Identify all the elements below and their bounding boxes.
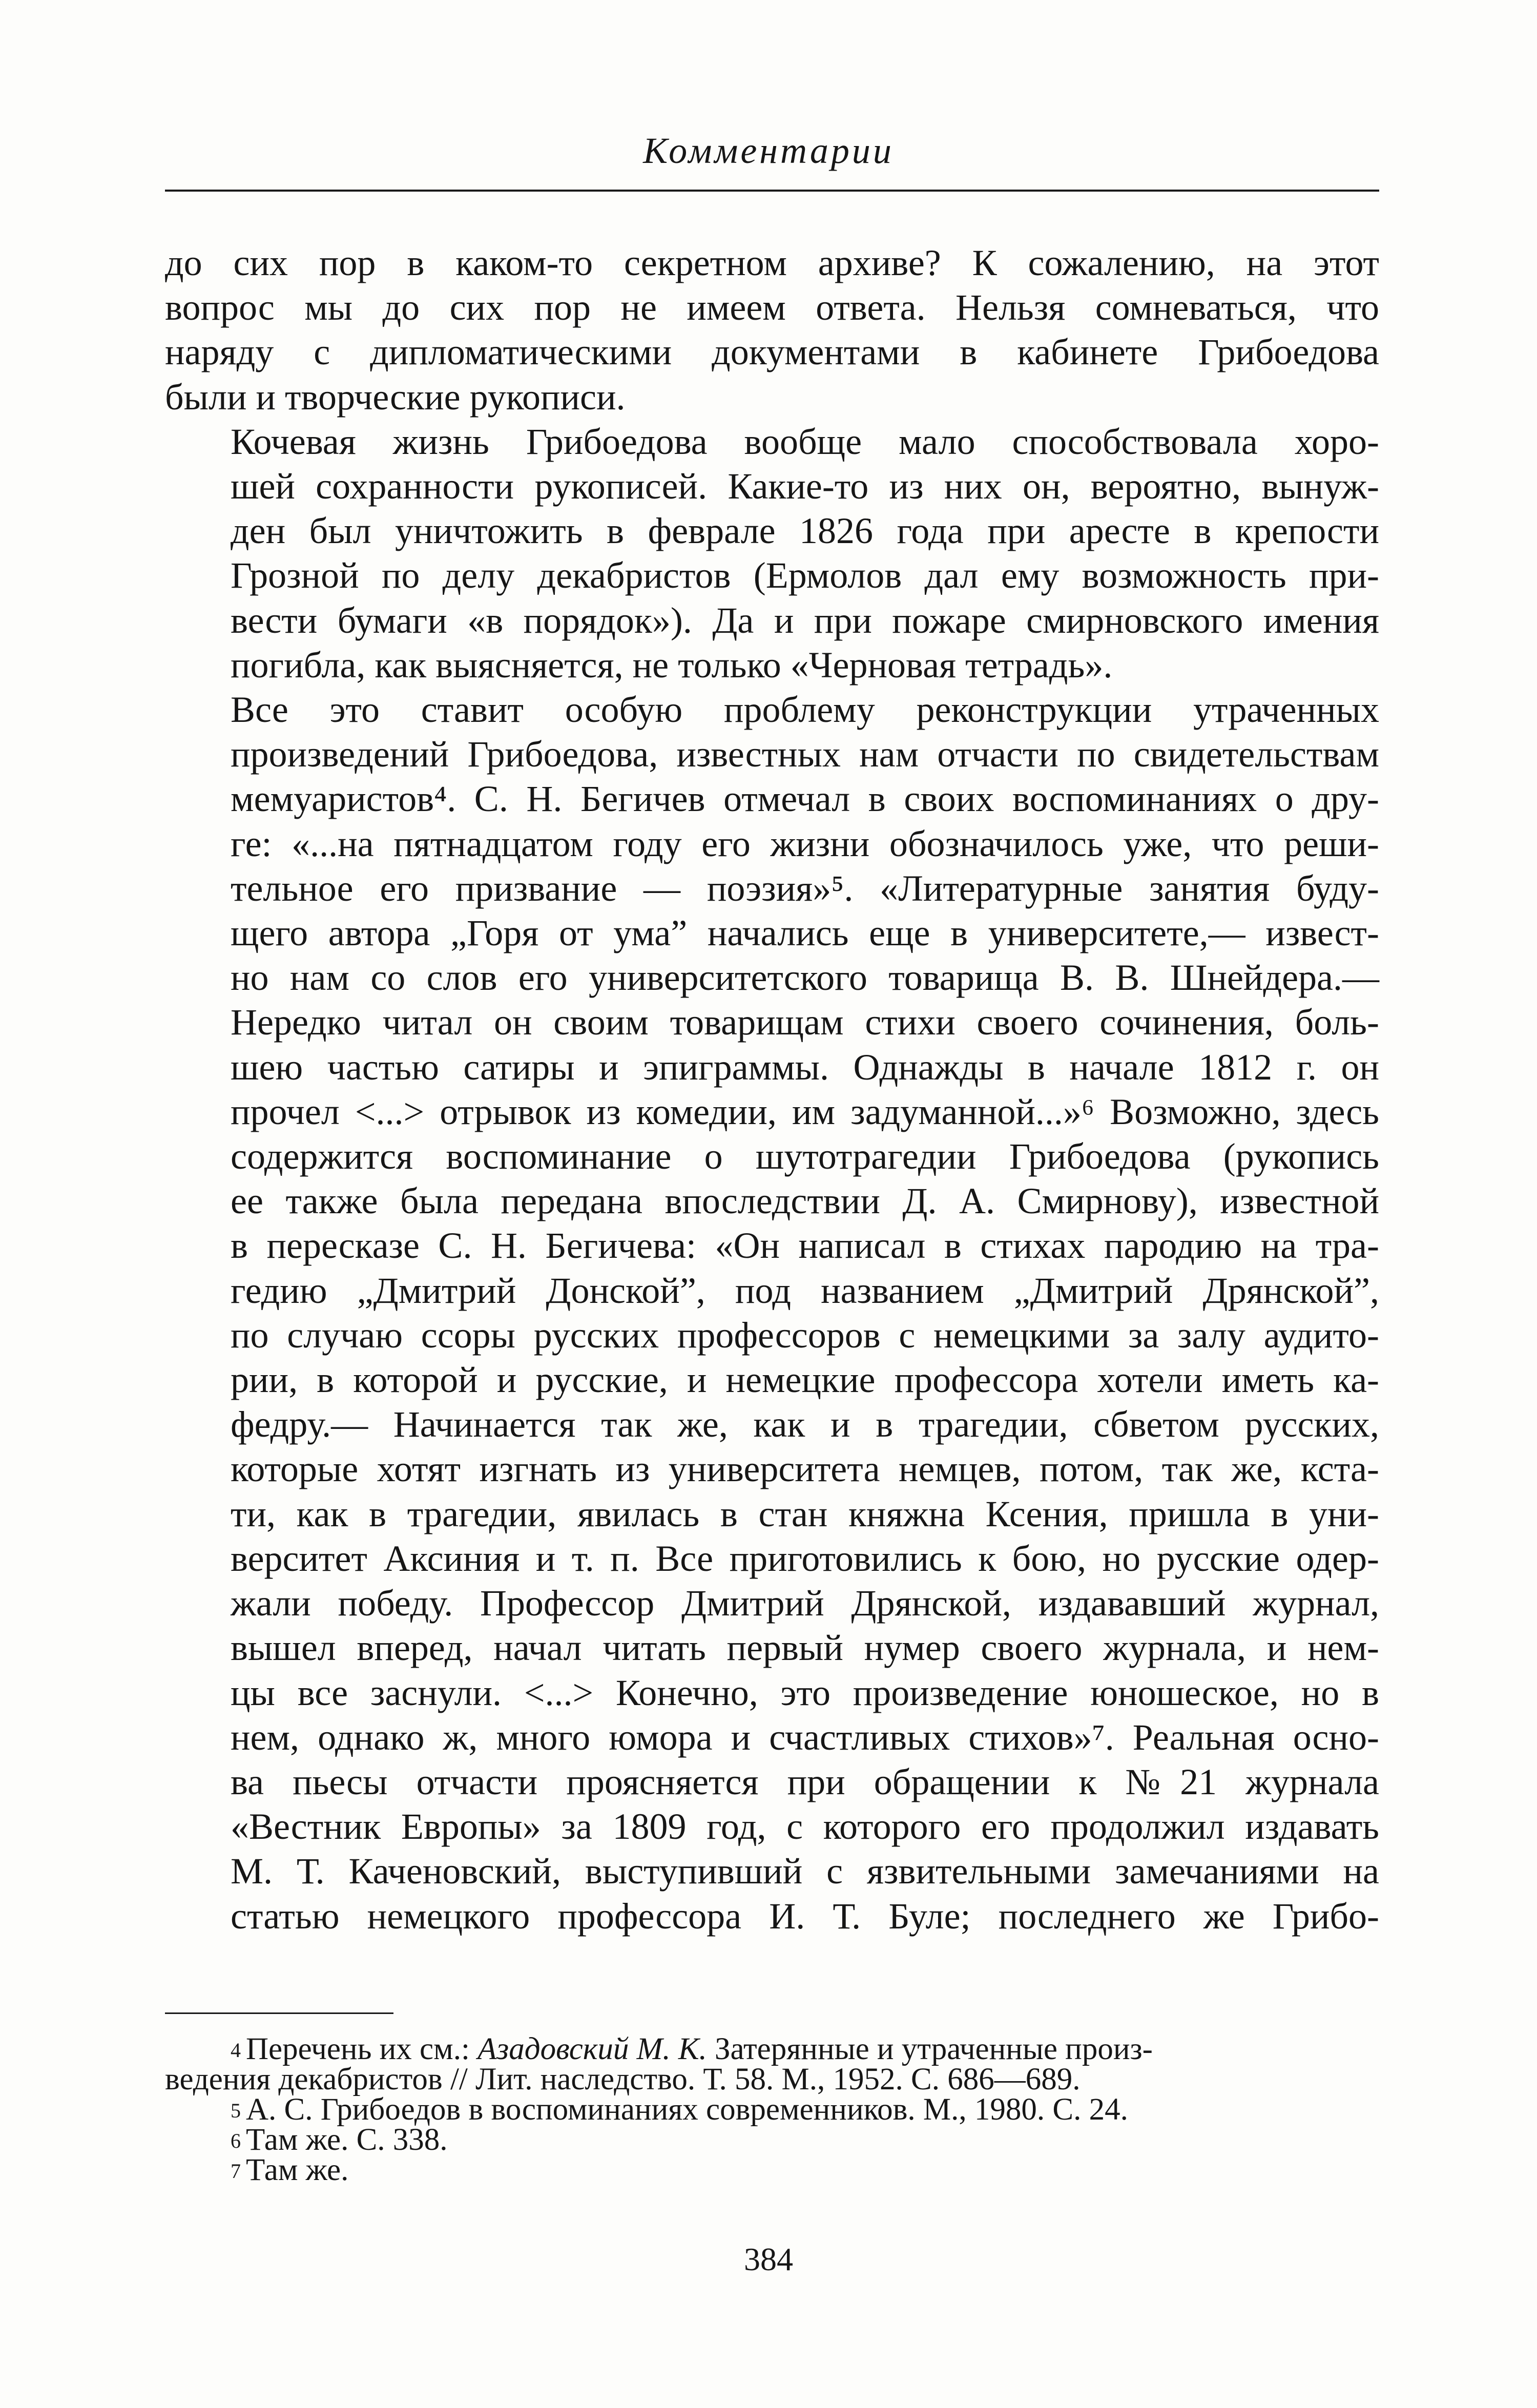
text-line: ден был уничтожить в феврале 1826 года при аресте в крепости [231, 510, 1379, 552]
footnote-6 [165, 2125, 1379, 2155]
text-line: цы все заснули. <...> Конечно, это произведение юношеское, но в [231, 1672, 1379, 1713]
footnote-author: Азадовский М. К. [477, 2032, 707, 2066]
header-rule [165, 190, 1379, 192]
text-line: Все это ставит особую проблему реконструкции утраченных [231, 689, 1379, 731]
text-line: щего автора „Горя от ума” начались еще в университете,— извест- [231, 912, 1379, 954]
text-line: ее также была передана впоследствии Д. А. Смирнову), известной [231, 1180, 1379, 1222]
text-line: гедию „Дмитрий Донской”, под названием „Дмитрий Дрянской”, [231, 1270, 1379, 1311]
footnote-text: Затерянные и утраченные произ- [707, 2032, 1153, 2066]
text-line: Грозной по делу декабристов (Ермолов дал ему возможность при- [231, 555, 1379, 596]
footnote-text: Перечень их см.: [246, 2032, 478, 2066]
text-line: вести бумаги «в порядок»). Да и при пожаре смирновского имения [231, 599, 1379, 641]
text-line: М. Т. Каченовский, выступивший с язвительными замечаниями на [231, 1851, 1379, 1892]
paragraph-1 [165, 241, 1379, 420]
text-line: федру.— Начинается так же, как и в трагедии, сбветом русских, [231, 1404, 1379, 1445]
page-number: 384 [744, 2241, 793, 2277]
text-line: Нередко читал он своим товарищам стихи своего сочинения, боль- [231, 1002, 1379, 1043]
text-line: в пересказе С. Н. Бегичева: «Он написал в стихах пародию на тра- [231, 1225, 1379, 1267]
paragraph-3 [165, 688, 1379, 1939]
footnote-text: Там же. С. 338. [246, 2123, 448, 2157]
text-line: тельное его призвание — поэзия»⁵. «Литературные занятия буду- [231, 867, 1379, 909]
text-line: верситет Аксиния и т. п. Все приготовились к бою, но русские одер- [231, 1538, 1379, 1579]
footnote-number: 4 [231, 2039, 241, 2062]
text-line: ва пьесы отчасти проясняется при обращении к №21 журнала [231, 1761, 1379, 1802]
text-line: которые хотят изгнать из университета немцев, потом, так же, кста- [231, 1448, 1379, 1490]
text-line: до сих пор в каком-то секретном архиве? К сожалению, на этот [165, 242, 1379, 283]
text-line: погибла, как выясняется, не только «Черновая тетрадь». [231, 644, 1113, 686]
text-line: наряду с дипломатическими документами в кабинете Грибоедова [165, 331, 1379, 373]
main-text [165, 241, 1379, 1939]
footnote-number: 6 [231, 2129, 241, 2152]
footnote-text: Там же. [246, 2153, 349, 2187]
text-line: шею частью сатиры и эпиграммы. Однажды в начале 1812 г. он [231, 1046, 1379, 1088]
footnote-text: ведения декабристов // Лит. наследство. Т. 58. М., 1952. С. 686—689. [165, 2062, 1081, 2096]
footnote-text: А. С. Грибоедов в воспоминаниях современников. М., 1980. С. 24. [246, 2092, 1128, 2127]
text-line: ге: «...на пятнадцатом году его жизни обозначилось уже, что реши- [231, 823, 1379, 864]
text-line: жали победу. Профессор Дмитрий Дрянской, издававший журнал, [231, 1583, 1379, 1624]
text-line: шей сохранности рукописей. Какие-то из них он, вероятно, вынуж- [231, 466, 1379, 507]
text-line: рии, в которой и русские, и немецкие профессора хотели иметь ка- [231, 1359, 1379, 1401]
footnote-number: 5 [231, 2099, 241, 2122]
paragraph-2 [165, 420, 1379, 688]
text-line: прочел <...> отрывок из комедии, им задуманной...»⁶ Возможно, здесь [231, 1091, 1379, 1132]
text-line: «Вестник Европы» за 1809 год, с которого его продолжил издавать [231, 1806, 1379, 1847]
text-line: вопрос мы до сих пор не имеем ответа. Нельзя сомневаться, что [165, 287, 1379, 328]
text-line: содержится воспоминание о шутотрагедии Грибоедова (рукопись [231, 1136, 1379, 1177]
footnotes [165, 2034, 1379, 2185]
text-line: но нам со слов его университетского товарища В. В. Шнейдера.— [231, 957, 1379, 999]
text-line: статью немецкого профессора И. Т. Буле; последнего же Грибо- [231, 1895, 1379, 1937]
text-line: вышел вперед, начал читать первый нумер своего журнала, и нем- [231, 1627, 1379, 1669]
text-line: мемуаристов⁴. С. Н. Бегичев отмечал в своих воспоминаниях о дру- [231, 778, 1379, 820]
text-line: были и творческие рукописи. [165, 376, 626, 418]
text-line: ти, как в трагедии, явилась в стан княжна Ксения, пришла в уни- [231, 1493, 1379, 1534]
text-line: Кочевая жизнь Грибоедова вообще мало способствовала хоро- [231, 421, 1379, 462]
text-line: нем, однако ж, много юмора и счастливых стихов»⁷. Реальная осно- [231, 1716, 1379, 1758]
footnote-4 [165, 2034, 1379, 2094]
footnote-5 [165, 2094, 1379, 2125]
running-head: Комментарии [643, 130, 894, 171]
text-line: по случаю ссоры русских профессоров с немецкими за залу аудито- [231, 1314, 1379, 1356]
footnote-7 [165, 2155, 1379, 2185]
footnote-rule [165, 2012, 393, 2014]
footnote-number: 7 [231, 2160, 241, 2183]
text-line: произведений Грибоедова, известных нам отчасти по свидетельствам [231, 734, 1379, 775]
